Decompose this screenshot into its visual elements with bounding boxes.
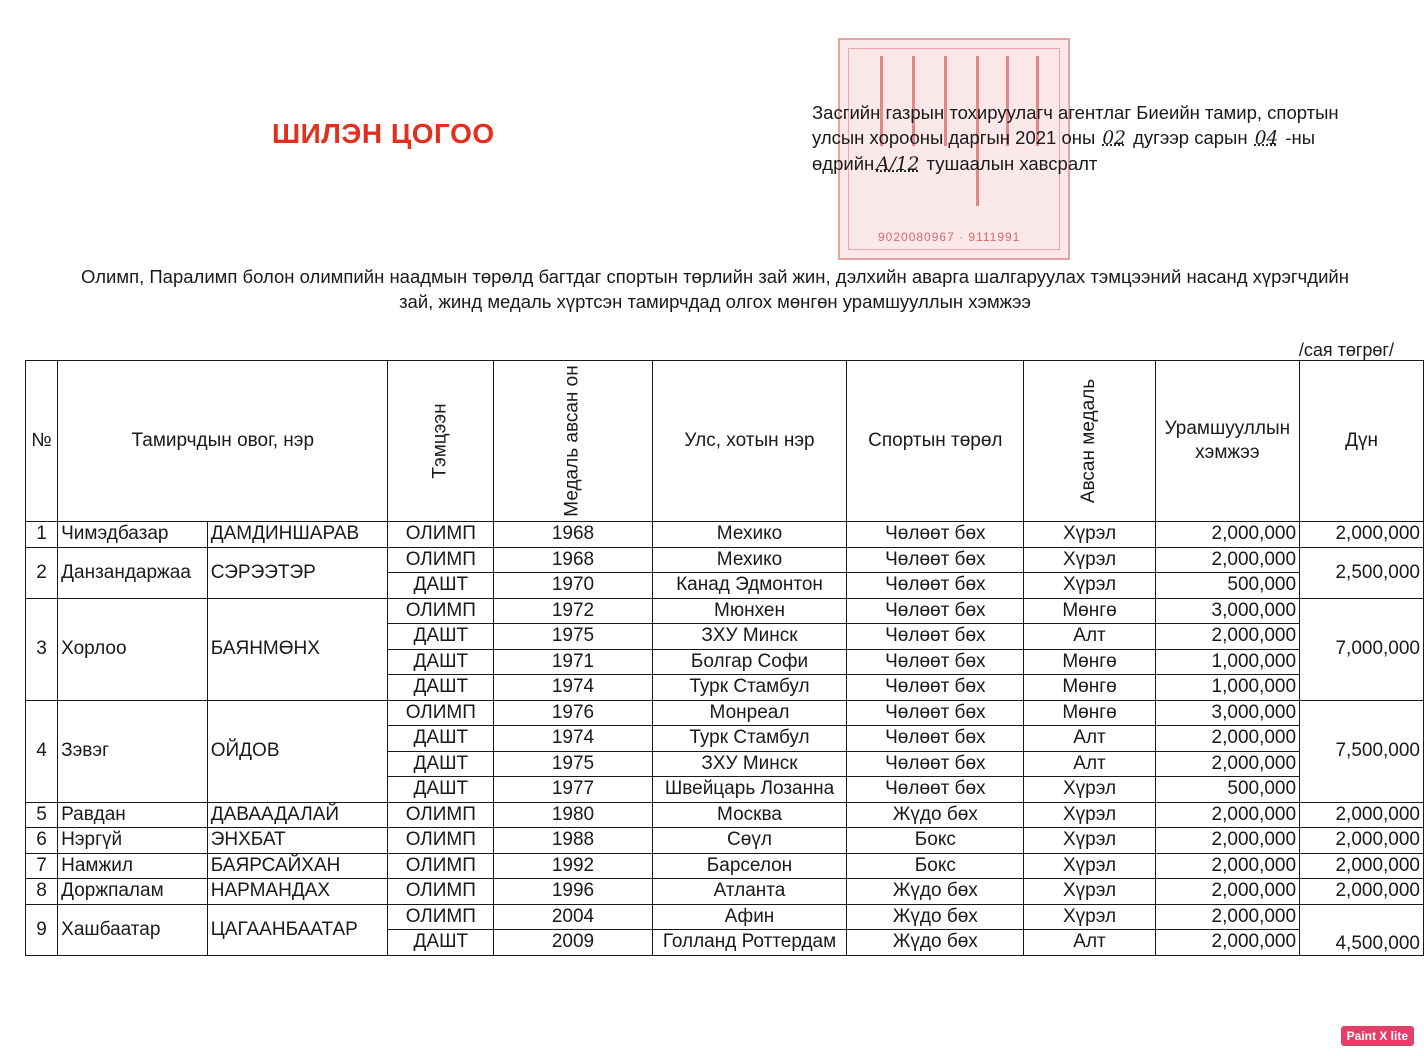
- cell-city: Монреал: [652, 700, 847, 726]
- cell-event: ОЛИМП: [388, 904, 494, 930]
- cell-medal: Мөнгө: [1024, 598, 1155, 624]
- cell-reward: 2,000,000: [1155, 904, 1299, 930]
- cell-year: 1975: [494, 624, 652, 650]
- cell-city: Голланд Роттердам: [652, 930, 847, 956]
- col-header-sport: Спортын төрөл: [847, 361, 1024, 522]
- cell-reward: 2,000,000: [1155, 751, 1299, 777]
- cell-year: 1970: [494, 573, 652, 599]
- cell-city: Турк Стамбул: [652, 726, 847, 752]
- cell-family-name: Равдан: [58, 802, 208, 828]
- cell-sport: Жүдо бөх: [847, 879, 1024, 905]
- col-header-event: Тэмцээн: [388, 361, 494, 522]
- cell-no: 6: [26, 828, 58, 854]
- cell-no: 5: [26, 802, 58, 828]
- cell-city: Атланта: [652, 879, 847, 905]
- cell-sport: Чөлөөт бөх: [847, 649, 1024, 675]
- table-row: [26, 598, 1424, 624]
- cell-family-name: Зэвэг: [58, 700, 208, 802]
- cell-event: ДАШТ: [388, 777, 494, 803]
- table-row: [26, 904, 1424, 930]
- cell-year: 1972: [494, 598, 652, 624]
- cell-no: 9: [26, 904, 58, 955]
- cell-sport: Чөлөөт бөх: [847, 675, 1024, 701]
- cell-medal: Хүрэл: [1024, 777, 1155, 803]
- col-header-total: Дүн: [1300, 361, 1424, 522]
- order-month-text: дугээр сарын: [1133, 127, 1248, 148]
- cell-medal: Мөнгө: [1024, 675, 1155, 701]
- order-year-text: улсын хорооны даргын 2021 оны: [812, 127, 1096, 148]
- cell-total: 4,500,000: [1300, 904, 1424, 955]
- cell-event: ОЛИМП: [388, 853, 494, 879]
- cell-year: 1975: [494, 751, 652, 777]
- order-line-1: Засгийн газрын тохируулагч агентлаг Биеийн тамир, спортын: [812, 102, 1339, 123]
- cell-year: 1974: [494, 675, 652, 701]
- cell-event: ОЛИМП: [388, 828, 494, 854]
- cell-medal: Хүрэл: [1024, 879, 1155, 905]
- cell-event: ОЛИМП: [388, 598, 494, 624]
- cell-sport: Чөлөөт бөх: [847, 598, 1024, 624]
- cell-total: 2,000,000: [1300, 522, 1424, 548]
- cell-no: 3: [26, 598, 58, 700]
- cell-city: ЗХУ Минск: [652, 751, 847, 777]
- cell-given-name: СЭРЭЭТЭР: [207, 547, 388, 598]
- cell-city: Болгар Софи: [652, 649, 847, 675]
- cell-sport: Жүдо бөх: [847, 802, 1024, 828]
- cell-total: 2,000,000: [1300, 828, 1424, 854]
- order-line-2: [812, 125, 1402, 151]
- cell-sport: Чөлөөт бөх: [847, 777, 1024, 803]
- cell-year: 1977: [494, 777, 652, 803]
- order-line-3: [812, 151, 1402, 177]
- cell-medal: Алт: [1024, 624, 1155, 650]
- col-header-name: Тамирчдын овог, нэр: [58, 361, 388, 522]
- cell-reward: 2,000,000: [1155, 879, 1299, 905]
- cell-given-name: НАРМАНДАХ: [207, 879, 388, 905]
- cell-reward: 2,000,000: [1155, 522, 1299, 548]
- cell-medal: Алт: [1024, 930, 1155, 956]
- cell-no: 1: [26, 522, 58, 548]
- cell-year: 1974: [494, 726, 652, 752]
- cell-event: ОЛИМП: [388, 700, 494, 726]
- cell-total: 7,500,000: [1300, 700, 1424, 802]
- cell-year: 1971: [494, 649, 652, 675]
- cell-total: 2,500,000: [1300, 547, 1424, 598]
- cell-event: ДАШТ: [388, 726, 494, 752]
- cell-city: Канад Эдмонтон: [652, 573, 847, 599]
- cell-medal: Хүрэл: [1024, 573, 1155, 599]
- cell-event: ДАШТ: [388, 751, 494, 777]
- cell-sport: Чөлөөт бөх: [847, 700, 1024, 726]
- cell-total: 2,000,000: [1300, 879, 1424, 905]
- cell-given-name: ЭНХБАТ: [207, 828, 388, 854]
- cell-event: ОЛИМП: [388, 547, 494, 573]
- cell-reward: 2,000,000: [1155, 853, 1299, 879]
- cell-reward: 500,000: [1155, 573, 1299, 599]
- cell-medal: Хүрэл: [1024, 802, 1155, 828]
- cell-city: Мехико: [652, 522, 847, 548]
- watermark-badge: Paint X lite: [1341, 1026, 1414, 1046]
- table-row: [26, 522, 1424, 548]
- cell-reward: 3,000,000: [1155, 598, 1299, 624]
- cell-total: 2,000,000: [1300, 802, 1424, 828]
- cell-medal: Алт: [1024, 751, 1155, 777]
- table-row: [26, 547, 1424, 573]
- cell-sport: Бокс: [847, 853, 1024, 879]
- cell-year: 1980: [494, 802, 652, 828]
- cell-event: ОЛИМП: [388, 802, 494, 828]
- table-row: [26, 853, 1424, 879]
- cell-event: ДАШТ: [388, 624, 494, 650]
- cell-city: ЗХУ Минск: [652, 624, 847, 650]
- order-appendix-text: тушаалын хавсралт: [926, 153, 1098, 174]
- cell-given-name: БАЯРСАЙХАН: [207, 853, 388, 879]
- cell-no: 4: [26, 700, 58, 802]
- col-header-reward: Урамшууллын хэмжээ: [1155, 361, 1299, 522]
- cell-reward: 1,000,000: [1155, 675, 1299, 701]
- cell-medal: Мөнгө: [1024, 649, 1155, 675]
- subtitle-line-1: Олимп, Паралимп болон олимпийн наадмын төрөлд багтдаг спортын төрлийн зай жин, дэлхийн аварга шалгаруулах тэмцээний насанд хүрэгчдийн: [81, 266, 1349, 287]
- cell-city: Москва: [652, 802, 847, 828]
- cell-family-name: Доржпалам: [58, 879, 208, 905]
- cell-year: 1988: [494, 828, 652, 854]
- cell-no: 2: [26, 547, 58, 598]
- cell-city: Афин: [652, 904, 847, 930]
- order-date-text: өдрийн: [812, 153, 875, 174]
- table-row: [26, 879, 1424, 905]
- order-number: A/12: [876, 154, 920, 175]
- cell-reward: 2,000,000: [1155, 547, 1299, 573]
- document-title: ШИЛЭН ЦОГОО: [272, 118, 495, 149]
- cell-reward: 2,000,000: [1155, 828, 1299, 854]
- col-header-year: Медаль авсан он: [494, 361, 652, 522]
- cell-event: ДАШТ: [388, 930, 494, 956]
- cell-family-name: Хорлоо: [58, 598, 208, 700]
- cell-medal: Алт: [1024, 726, 1155, 752]
- cell-sport: Чөлөөт бөх: [847, 624, 1024, 650]
- table-row: [26, 700, 1424, 726]
- cell-medal: Хүрэл: [1024, 853, 1155, 879]
- cell-year: 1996: [494, 879, 652, 905]
- cell-given-name: ОЙДОВ: [207, 700, 388, 802]
- cell-sport: Жүдо бөх: [847, 930, 1024, 956]
- unit-label: /сая төгрөг/: [1298, 340, 1394, 360]
- cell-family-name: Хашбаатар: [58, 904, 208, 955]
- cell-family-name: Данзандаржаа: [58, 547, 208, 598]
- cell-medal: Мөнгө: [1024, 700, 1155, 726]
- order-day-suffix: -ны: [1285, 127, 1316, 148]
- cell-medal: Хүрэл: [1024, 522, 1155, 548]
- table-header-row: [26, 361, 1424, 522]
- cell-year: 2004: [494, 904, 652, 930]
- cell-total: 7,000,000: [1300, 598, 1424, 700]
- cell-reward: 500,000: [1155, 777, 1299, 803]
- cell-year: 1976: [494, 700, 652, 726]
- cell-reward: 2,000,000: [1155, 624, 1299, 650]
- cell-year: 1968: [494, 522, 652, 548]
- document-subtitle: [30, 264, 1400, 314]
- cell-event: ОЛИМП: [388, 522, 494, 548]
- cell-city: Сөүл: [652, 828, 847, 854]
- cell-city: Мехико: [652, 547, 847, 573]
- col-header-no: №: [26, 361, 58, 522]
- cell-family-name: Намжил: [58, 853, 208, 879]
- cell-sport: Чөлөөт бөх: [847, 522, 1024, 548]
- cell-year: 1992: [494, 853, 652, 879]
- cell-year: 1968: [494, 547, 652, 573]
- order-day: 04: [1254, 128, 1279, 149]
- cell-reward: 1,000,000: [1155, 649, 1299, 675]
- cell-given-name: БАЯНМӨНХ: [207, 598, 388, 700]
- cell-no: 7: [26, 853, 58, 879]
- cell-city: Мюнхен: [652, 598, 847, 624]
- reward-table: [25, 360, 1424, 956]
- cell-sport: Чөлөөт бөх: [847, 726, 1024, 752]
- cell-year: 2009: [494, 930, 652, 956]
- cell-city: Барселон: [652, 853, 847, 879]
- cell-reward: 3,000,000: [1155, 700, 1299, 726]
- cell-event: ДАШТ: [388, 573, 494, 599]
- col-header-medal: Авсан медаль: [1024, 361, 1155, 522]
- order-month: 02: [1102, 128, 1126, 149]
- cell-total: 2,000,000: [1300, 853, 1424, 879]
- cell-given-name: ДАВААДАЛАЙ: [207, 802, 388, 828]
- cell-medal: Хүрэл: [1024, 547, 1155, 573]
- table-row: [26, 802, 1424, 828]
- cell-medal: Хүрэл: [1024, 828, 1155, 854]
- cell-reward: 2,000,000: [1155, 930, 1299, 956]
- cell-family-name: Нэргүй: [58, 828, 208, 854]
- cell-sport: Чөлөөт бөх: [847, 751, 1024, 777]
- order-reference: [812, 100, 1402, 177]
- cell-given-name: ДАМДИНШАРАВ: [207, 522, 388, 548]
- cell-event: ОЛИМП: [388, 879, 494, 905]
- cell-sport: Чөлөөт бөх: [847, 547, 1024, 573]
- cell-given-name: ЦАГААНБААТАР: [207, 904, 388, 955]
- cell-reward: 2,000,000: [1155, 726, 1299, 752]
- cell-city: Турк Стамбул: [652, 675, 847, 701]
- cell-sport: Бокс: [847, 828, 1024, 854]
- cell-family-name: Чимэдбазар: [58, 522, 208, 548]
- cell-event: ДАШТ: [388, 675, 494, 701]
- cell-no: 8: [26, 879, 58, 905]
- col-header-city: Улс, хотын нэр: [652, 361, 847, 522]
- table-row: [26, 828, 1424, 854]
- cell-medal: Хүрэл: [1024, 904, 1155, 930]
- cell-sport: Чөлөөт бөх: [847, 573, 1024, 599]
- subtitle-line-2: зай, жинд медаль хүртсэн тамирчдад олгох мөнгөн урамшууллын хэмжээ: [399, 291, 1031, 312]
- stamp-number: 9020080967 · 9111991: [878, 230, 1021, 244]
- cell-event: ДАШТ: [388, 649, 494, 675]
- cell-sport: Жүдо бөх: [847, 904, 1024, 930]
- cell-reward: 2,000,000: [1155, 802, 1299, 828]
- cell-city: Швейцарь Лозанна: [652, 777, 847, 803]
